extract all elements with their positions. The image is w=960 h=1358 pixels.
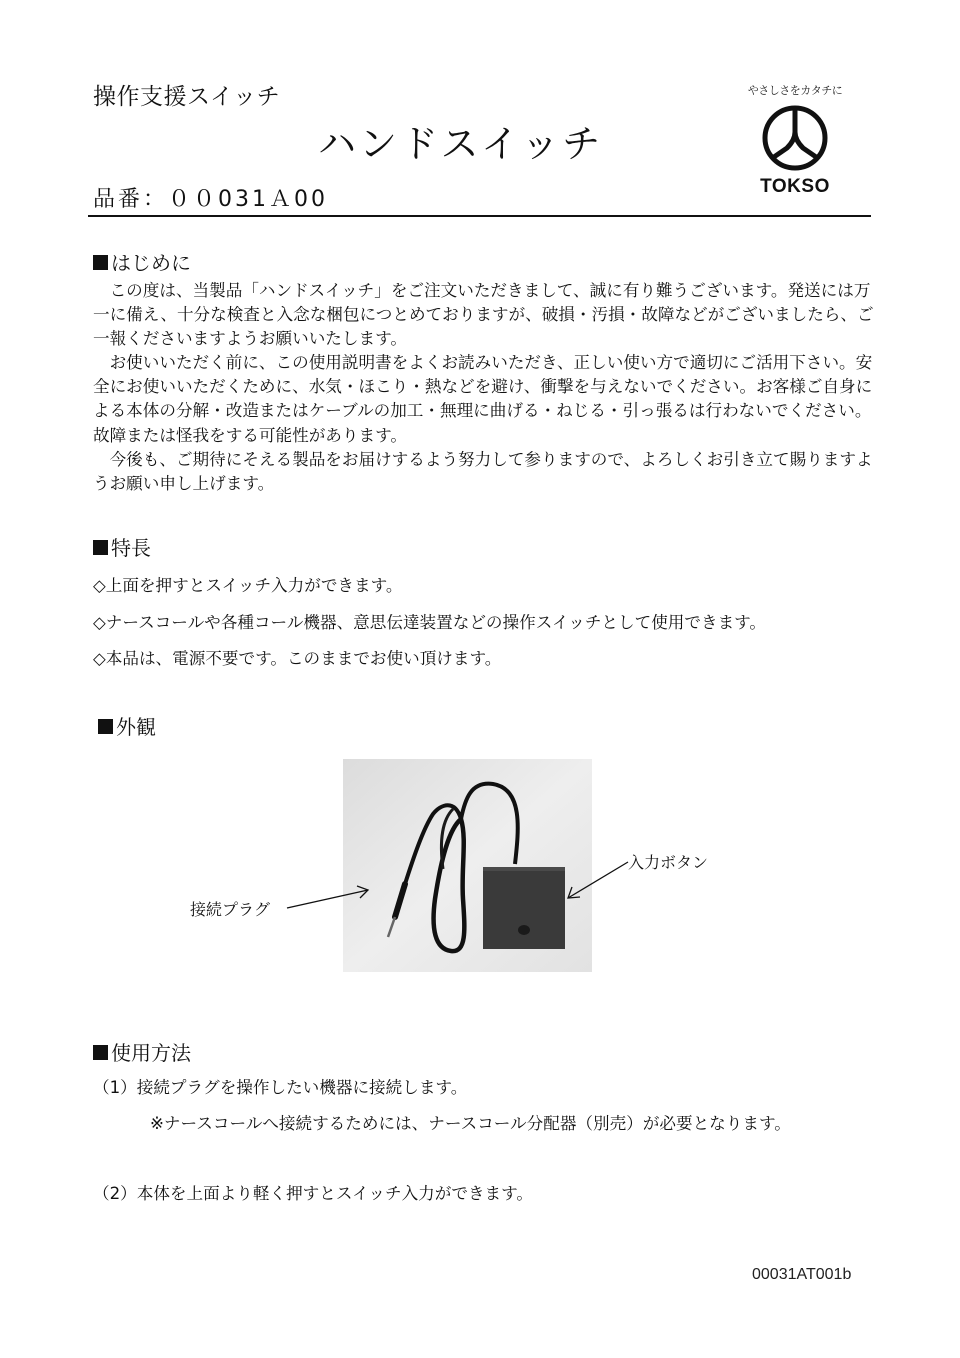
intro-paragraph: お使いいただく前に、この使用説明書をよくお読みいただき、正しい使い方で適切にご活用下さい。安全にお使いいただくために、水気・ほこり・熱などを避け、衝撃を与えないでください。お客様ご自身による本体の分解・改造またはケーブルの加工・無理に曲げる・ねじる・引っ張るは行わないでください。故障または怪我をする可能性があります。 (93, 353, 873, 445)
logo-tagline: やさしさをカタチに (747, 84, 843, 97)
square-bullet-icon (98, 719, 113, 734)
intro-text (93, 279, 883, 496)
usage-step: （1）接続プラグを操作したい機器に接続します。 (93, 1078, 468, 1097)
part-number-label: 品番： (93, 187, 169, 212)
button-label: 入力ボタン (628, 853, 709, 872)
section-heading-usage: 使用方法 (93, 1037, 191, 1066)
logo-name: TOKSO (760, 176, 830, 197)
company-logo (735, 82, 855, 198)
part-number (93, 182, 328, 213)
feature-item: ◇ナースコールや各種コール機器、意思伝達装置などの操作スイッチとして使用できます。 (93, 612, 767, 632)
feature-item: ◇上面を押すとスイッチ入力ができます。 (93, 576, 403, 595)
document-id: 00031AT001b (752, 1266, 852, 1283)
product-category: 操作支援スイッチ (93, 84, 281, 110)
intro-paragraph: 今後も、ご期待にそえる製品をお届けするよう努力して参りますので、よろしくお引き立て賜りますようお願い申し上げます。 (93, 449, 873, 493)
square-bullet-icon (93, 540, 108, 555)
usage-step: （2）本体を上面より軽く押すとスイッチ入力ができます。 (93, 1184, 534, 1203)
tokso-emblem-icon (761, 104, 829, 172)
product-title: ハンドスイッチ (318, 122, 604, 166)
header-divider (88, 215, 871, 217)
feature-item: ◇本品は、電源不要です。このままでお使い頂けます。 (93, 649, 502, 668)
square-bullet-icon (93, 1045, 108, 1060)
plug-label: 接続プラグ (190, 900, 271, 919)
part-number-value: ００031Ａ00 (168, 187, 329, 212)
usage-step-note: ※ナースコールへ接続するためには、ナースコール分配器（別売）が必要となります。 (150, 1114, 791, 1133)
section-heading-appearance: 外観 (98, 711, 156, 740)
intro-paragraph: この度は、当製品「ハンドスイッチ」をご注文いただきまして、誠に有り難うございます。発送には万一に備え、十分な検査と入念な梱包につとめておりますが、破損・汚損・故障などがございましたら、ご一報くださいますようお願いいたします。 (93, 281, 874, 349)
product-photo (343, 759, 592, 972)
feature-list (93, 568, 766, 678)
section-heading-intro: はじめに (93, 247, 191, 276)
square-bullet-icon (93, 255, 108, 270)
section-heading-features: 特長 (93, 532, 151, 561)
